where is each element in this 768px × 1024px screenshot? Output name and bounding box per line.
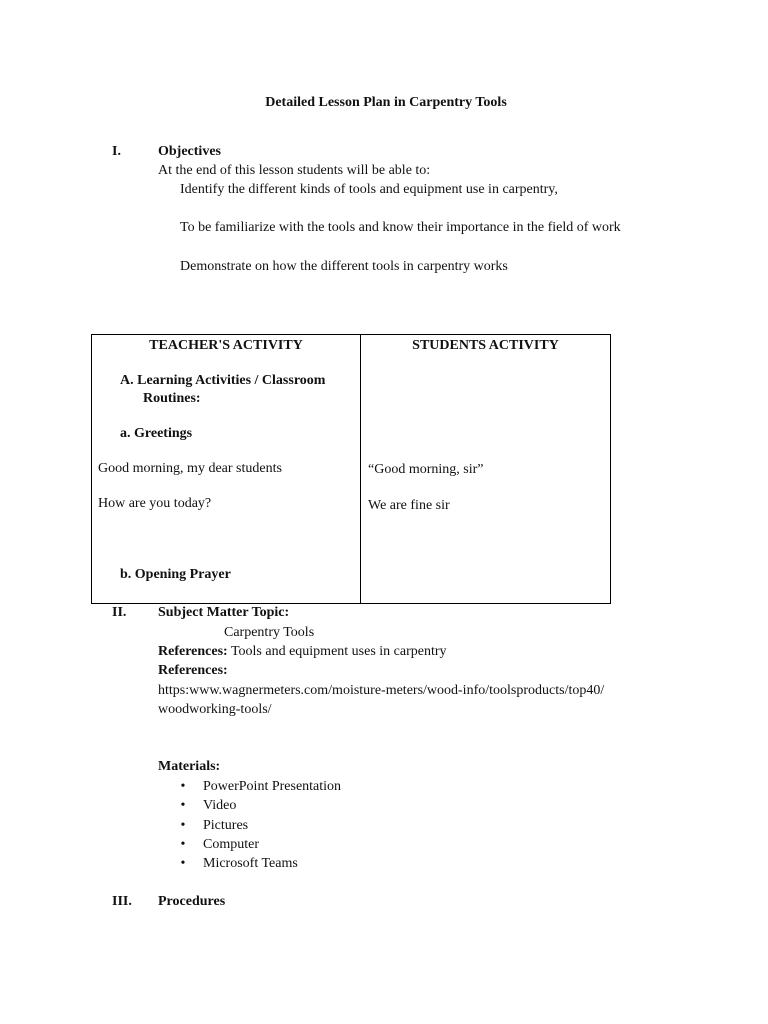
greetings-heading: a. Greetings [120,426,193,441]
section-a-heading: A. Learning Activities / Classroom [120,373,326,388]
opening-prayer-heading: b. Opening Prayer [120,567,231,582]
table-column-divider [360,335,361,603]
student-answer: We are fine sir [368,498,450,513]
material-item: Pictures [203,818,249,833]
section-a-heading-cont: Routines: [143,391,201,406]
materials-heading: Materials: [158,759,221,774]
subject-matter-numeral: II. [112,605,127,620]
bullet-icon: • [180,818,186,833]
students-activity-header: STUDENTS ACTIVITY [412,338,559,353]
teacher-greeting: Good morning, my dear students [98,461,282,476]
objectives-numeral: I. [112,144,121,159]
bullet-icon: • [180,856,186,871]
material-item: PowerPoint Presentation [203,779,342,794]
activity-table [91,334,611,604]
references-line-1 [158,643,447,661]
reference-url: https:www.wagnermeters.com/moisture-meters/wood-info/toolsproducts/top40/ [158,683,605,698]
bullet-icon: • [180,798,186,813]
bullet-icon: • [180,779,186,794]
objectives-intro: At the end of this lesson students will be able to: [158,163,431,178]
topic-text: Carpentry Tools [224,625,315,640]
references-label: References: [158,644,228,659]
bullet-icon: • [180,837,186,852]
material-item: Microsoft Teams [203,856,298,871]
objectives-heading: Objectives [158,144,221,159]
references-label-2: References: [158,663,228,678]
objective-item: To be familiarize with the tools and know their importance in the field of work [180,220,621,235]
teacher-activity-header: TEACHER'S ACTIVITY [149,338,303,353]
subject-matter-heading: Subject Matter Topic: [158,605,290,620]
objective-item: Identify the different kinds of tools and equipment use in carpentry, [180,182,558,197]
reference-url-cont: woodworking-tools/ [158,702,272,717]
material-item: Video [203,798,237,813]
objective-item: Demonstrate on how the different tools in carpentry works [180,259,508,274]
document-title: Detailed Lesson Plan in Carpentry Tools [265,95,507,110]
teacher-question: How are you today? [98,496,212,511]
student-greeting: “Good morning, sir” [368,462,484,477]
references-text: Tools and equipment uses in carpentry [230,644,447,659]
material-item: Computer [203,837,259,852]
procedures-heading: Procedures [158,894,226,909]
procedures-numeral: III. [112,894,132,909]
